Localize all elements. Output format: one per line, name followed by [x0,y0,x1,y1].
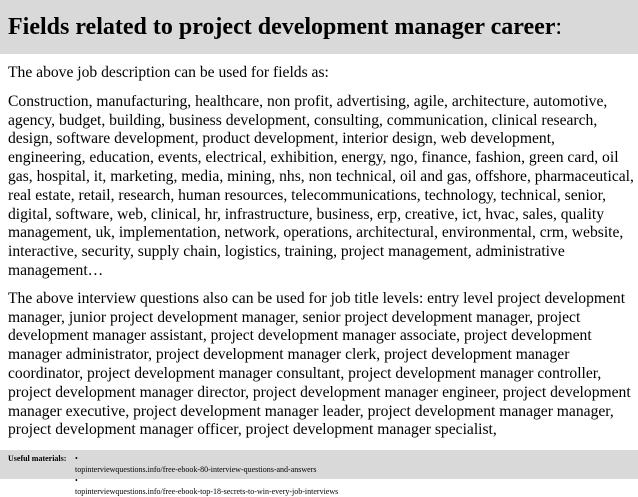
footer-link-1-text[interactable]: topinterviewquestions.info/free-ebook-80-interview-questions-and-answers [75,465,317,474]
footer [0,450,638,496]
footer-row [8,453,638,497]
title-bar [0,0,638,54]
fields-paragraph: Construction, manufacturing, healthcare, non profit, advertising, agile, architecture, automotive, agency, budget, building, business development, consulting, communication, clinical research, design, software development, product development, interior design, web development, engineering, education, events, electrical, exhibition, energy, ngo, finance, fashion, green card, oil gas, hospital, it, marketing, media, mining, nhs, non technical, oil and gas, offshore, pharmaceutical, real estate, retail, research, human resources, telecommunications, technology, technical, senior, digital, software, web, clinical, hr, infrastructure, business, erp, creative, ict, hvac, sales, quality management, uk, implementation, network, operations, architectural, environmental, crm, website, interactive, security, supply chain, logistics, training, project management, administrative management… [8,92,634,279]
footer-link-2[interactable] [75,475,338,497]
footer-links [75,453,338,497]
bullet-icon: • [75,476,78,485]
slide-title-text: Fields related to project development manager career [8,14,556,40]
job-levels-paragraph: The above interview questions also can be used for job title levels: entry level project development manager, junior project development manager, senior project development manager, project development manager assistant, project development manager associate, project development manager administrator, project development manager clerk, project development manager coordinator, project development manager consultant, project development manager controller, project development manager director, project development manager engineer, project development manager executive, project development manager leader, project development manager manager, project development manager officer, project development manager specialist, [8,289,631,439]
footer-label: Useful materials: [8,454,67,463]
slide-title-colon: : [555,14,563,40]
footer-link-1[interactable] [75,453,338,475]
footer-link-2-text[interactable]: topinterviewquestions.info/free-ebook-top-18-secrets-to-win-every-job-interviews [75,487,339,496]
bullet-icon: • [75,454,78,463]
slide-content [8,64,634,440]
slide-title [8,12,638,42]
intro-text: The above job description can be used for fields as: [8,64,329,81]
